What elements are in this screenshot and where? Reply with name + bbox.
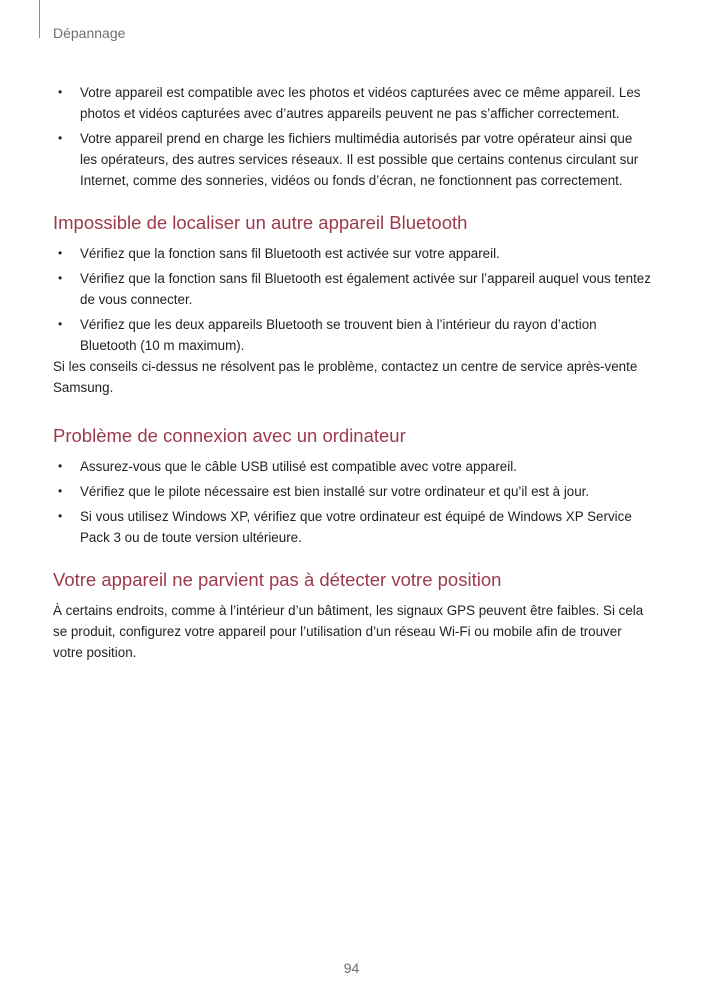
- running-header: Dépannage: [53, 25, 126, 41]
- bullet-icon: •: [58, 271, 63, 285]
- list-item: • Votre appareil est compatible avec les photos et vidéos capturées avec ce même appareil. Les photos et vidéos capturées avec d’autres appareils peuvent ne pas s’afficher correctement.: [53, 82, 653, 124]
- list-item: • Vérifiez que les deux appareils Bluetooth se trouvent bien à l’intérieur du rayon d’action Bluetooth (10 m maximum).: [53, 314, 653, 356]
- computer-bullet-list: [53, 456, 653, 548]
- bullet-icon: •: [58, 85, 63, 99]
- list-item: • Si vous utilisez Windows XP, vérifiez que votre ordinateur est équipé de Windows XP Service Pack 3 ou de toute version ultérieure.: [53, 506, 653, 548]
- position-paragraph: À certains endroits, comme à l’intérieur d’un bâtiment, les signaux GPS peuvent être faibles. Si cela se produit, configurez votre appareil pour l’utilisation d’un réseau Wi-Fi ou mobile afin de trouver votre position.: [53, 603, 644, 660]
- bullet-icon: •: [58, 459, 63, 473]
- bullet-icon: •: [58, 509, 63, 523]
- margin-rule: [39, 0, 40, 38]
- bullet-icon: •: [58, 317, 63, 331]
- bullet-icon: •: [58, 131, 63, 145]
- section-heading-computer-connection: Problème de connexion avec un ordinateur: [53, 425, 406, 446]
- section-heading-bluetooth: Impossible de localiser un autre appareil Bluetooth: [53, 212, 468, 233]
- list-item: • Votre appareil prend en charge les fichiers multimédia autorisés par votre opérateur ainsi que les opérateurs, des autres services réseaux. Il est possible que certains contenus circulant sur Internet, comme des sonneries, vidéos ou fonds d’écran, ne fonctionnent pas correctement.: [53, 128, 653, 191]
- bluetooth-note: Si les conseils ci-dessus ne résolvent pas le problème, contactez un centre de service après-vente Samsung.: [53, 359, 638, 395]
- page-content: [53, 82, 653, 663]
- page-number: 94: [343, 960, 360, 976]
- bluetooth-bullet-list: [53, 243, 653, 356]
- bullet-icon: •: [58, 484, 63, 498]
- list-item: • Vérifiez que la fonction sans fil Bluetooth est activée sur votre appareil.: [53, 243, 653, 264]
- section-heading-position: Votre appareil ne parvient pas à détecter votre position: [53, 569, 502, 590]
- intro-bullet-list: [53, 82, 653, 191]
- list-item: • Vérifiez que le pilote nécessaire est bien installé sur votre ordinateur et qu’il est à jour.: [53, 481, 653, 502]
- bullet-icon: •: [58, 246, 63, 260]
- list-item: • Vérifiez que la fonction sans fil Bluetooth est également activée sur l’appareil auquel vous tentez de vous connecter.: [53, 268, 653, 310]
- list-item: • Assurez-vous que le câble USB utilisé est compatible avec votre appareil.: [53, 456, 653, 477]
